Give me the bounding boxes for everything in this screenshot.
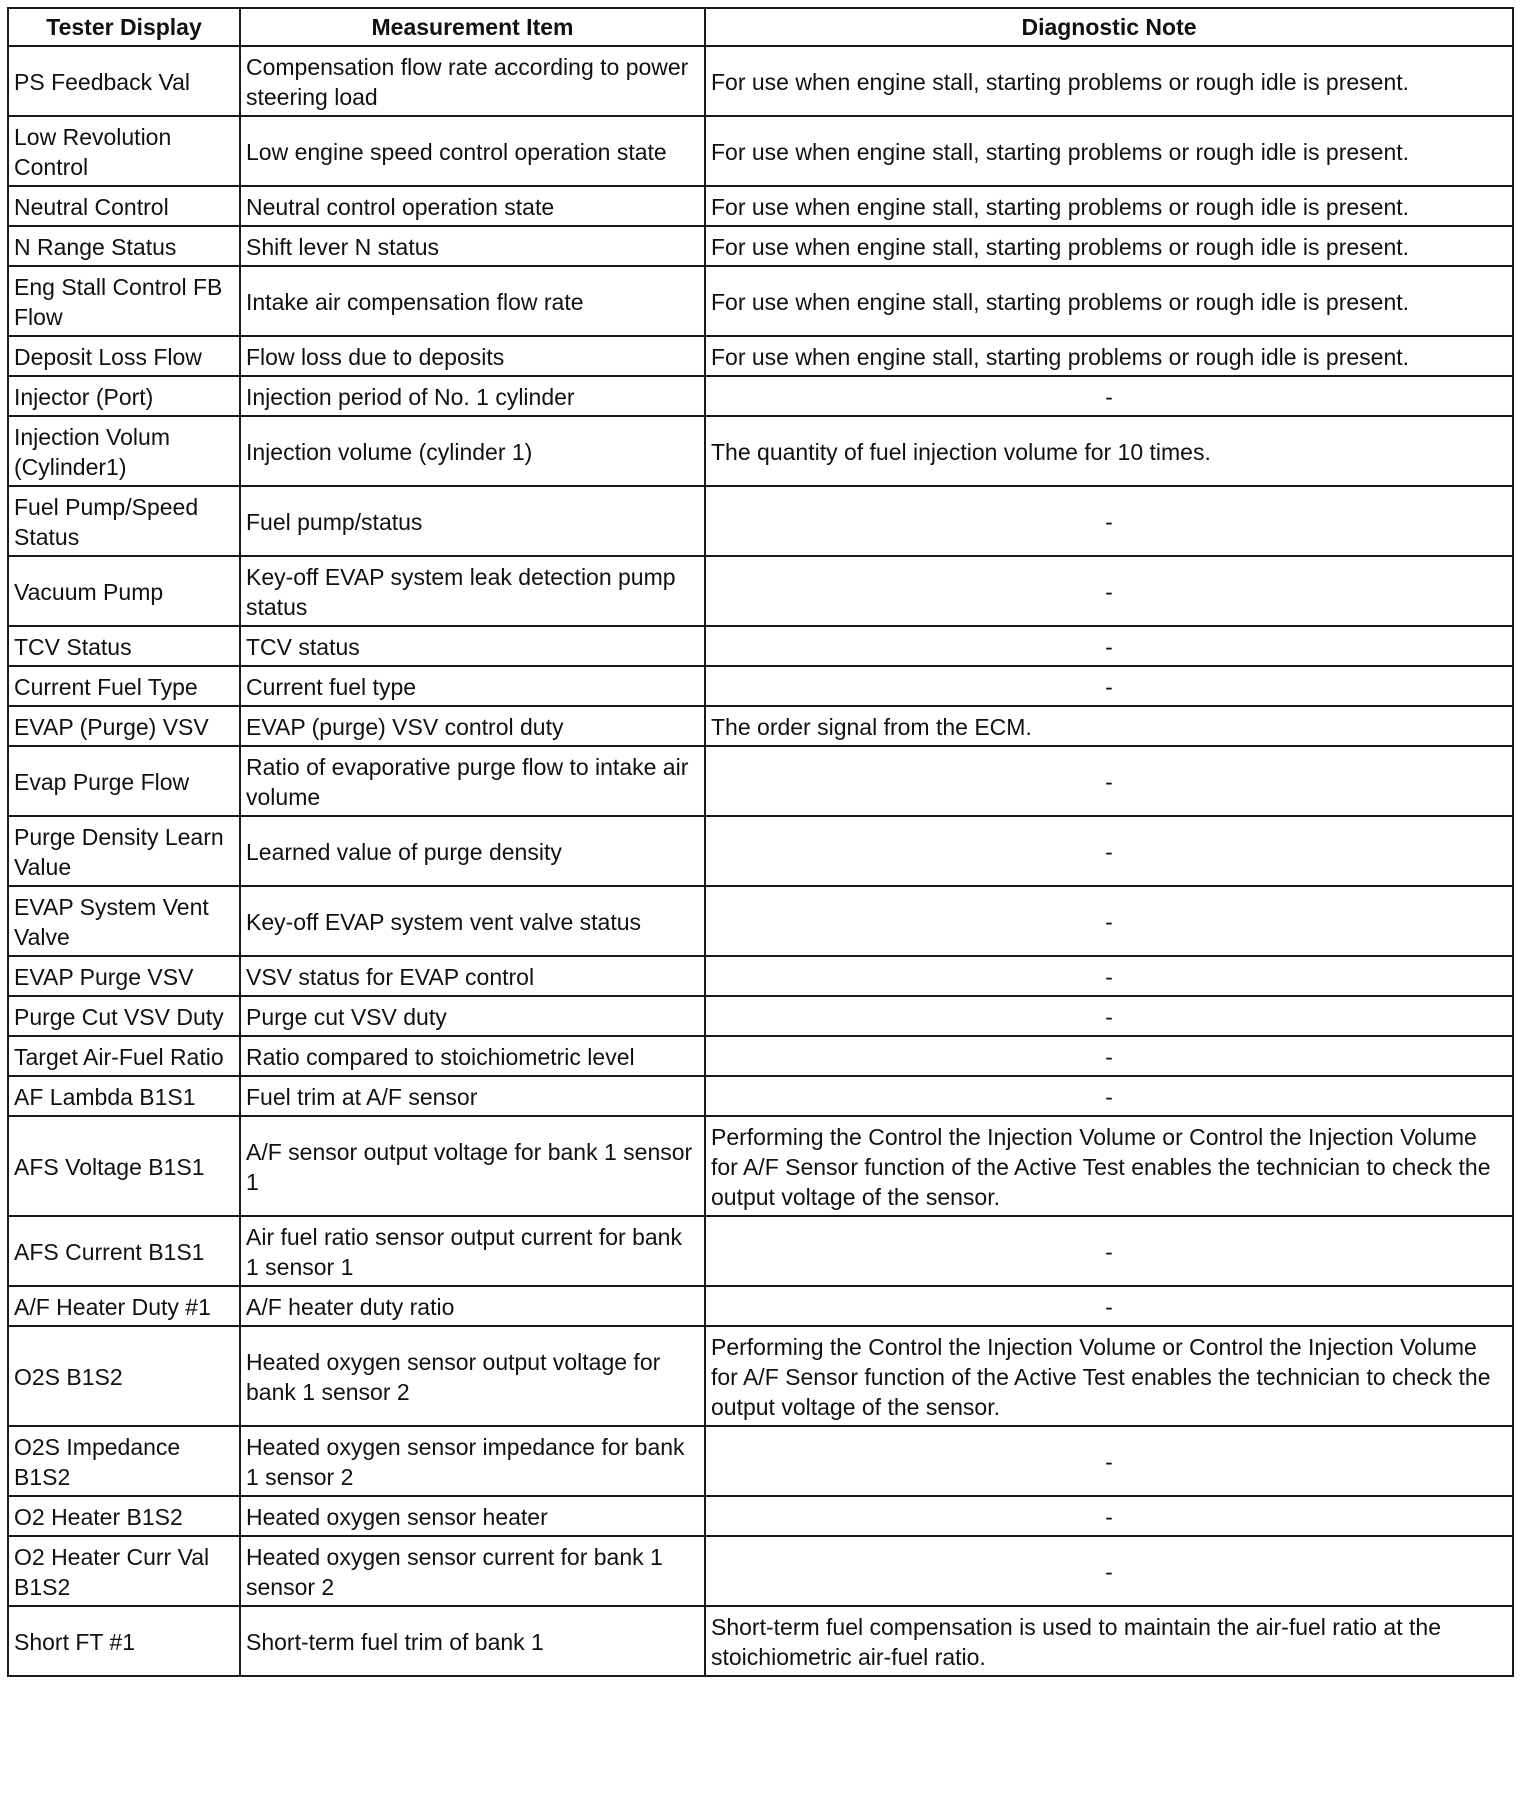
tester-display-cell: AFS Voltage B1S1 [8,1116,240,1216]
header-row [8,8,1513,46]
diagnostic-note-cell: For use when engine stall, starting problems or rough idle is present. [705,46,1513,116]
table-row [8,666,1513,706]
measurement-item-cell: Shift lever N status [240,226,705,266]
diagnostic-note-cell: - [705,956,1513,996]
diagnostic-note-cell: - [705,626,1513,666]
diagnostic-note-cell: - [705,816,1513,886]
diagnostic-note-cell: The quantity of fuel injection volume for 10 times. [705,416,1513,486]
measurement-item-cell: Compensation flow rate according to power steering load [240,46,705,116]
table-row [8,556,1513,626]
diagnostic-note-cell: - [705,746,1513,816]
tester-display-cell: Injection Volum (Cylinder1) [8,416,240,486]
table-row [8,1606,1513,1676]
table-row [8,376,1513,416]
table-row [8,416,1513,486]
table-row [8,886,1513,956]
measurement-item-cell: Learned value of purge density [240,816,705,886]
diagnostic-note-cell: Short-term fuel compensation is used to maintain the air-fuel ratio at the stoichiometric air-fuel ratio. [705,1606,1513,1676]
tester-display-cell: A/F Heater Duty #1 [8,1286,240,1326]
measurement-item-cell: Low engine speed control operation state [240,116,705,186]
tester-display-cell: TCV Status [8,626,240,666]
diagnostic-note-cell: Performing the Control the Injection Volume or Control the Injection Volume for A/F Sensor function of the Active Test enables the technician to check the output voltage of the sensor. [705,1116,1513,1216]
table-row [8,1216,1513,1286]
tester-display-cell: Low Revolution Control [8,116,240,186]
tester-display-cell: Fuel Pump/Speed Status [8,486,240,556]
diagnostic-note-cell: For use when engine stall, starting problems or rough idle is present. [705,116,1513,186]
table-row [8,1326,1513,1426]
diagnostic-note-cell: - [705,1286,1513,1326]
tester-display-cell: N Range Status [8,226,240,266]
table-row [8,1036,1513,1076]
diagnostic-note-cell: - [705,1036,1513,1076]
tester-display-cell: O2S B1S2 [8,1326,240,1426]
measurement-item-cell: Neutral control operation state [240,186,705,226]
document-page [7,7,1512,1677]
tester-display-cell: Current Fuel Type [8,666,240,706]
table-header [8,8,1513,46]
diagnostic-note-cell: - [705,376,1513,416]
tester-display-cell: Purge Density Learn Value [8,816,240,886]
measurement-item-cell: Key-off EVAP system vent valve status [240,886,705,956]
table-row [8,996,1513,1036]
tester-display-cell: AF Lambda B1S1 [8,1076,240,1116]
diagnostic-note-cell: - [705,486,1513,556]
measurement-item-cell: A/F sensor output voltage for bank 1 sensor 1 [240,1116,705,1216]
diagnostic-note-cell: For use when engine stall, starting problems or rough idle is present. [705,266,1513,336]
table-row [8,1286,1513,1326]
measurement-item-cell: Heated oxygen sensor impedance for bank 1 sensor 2 [240,1426,705,1496]
measurement-item-cell: Air fuel ratio sensor output current for bank 1 sensor 1 [240,1216,705,1286]
measurement-item-cell: Fuel pump/status [240,486,705,556]
tester-display-cell: Evap Purge Flow [8,746,240,816]
measurement-item-cell: Purge cut VSV duty [240,996,705,1036]
header-tester-display: Tester Display [8,8,240,46]
measurement-item-cell: EVAP (purge) VSV control duty [240,706,705,746]
diagnostic-note-cell: The order signal from the ECM. [705,706,1513,746]
diagnostic-note-cell: - [705,666,1513,706]
table-row [8,226,1513,266]
table-row [8,46,1513,116]
measurement-item-cell: Injection volume (cylinder 1) [240,416,705,486]
table-row [8,116,1513,186]
measurement-item-cell: TCV status [240,626,705,666]
diagnostic-note-cell: - [705,886,1513,956]
header-diagnostic-note: Diagnostic Note [705,8,1513,46]
diagnostic-note-cell: - [705,1426,1513,1496]
table-row [8,486,1513,556]
table-row [8,1496,1513,1536]
tester-display-cell: Deposit Loss Flow [8,336,240,376]
table-row [8,746,1513,816]
tester-display-cell: Neutral Control [8,186,240,226]
data-list-table [7,7,1514,1677]
tester-display-cell: EVAP System Vent Valve [8,886,240,956]
table-row [8,626,1513,666]
measurement-item-cell: Ratio of evaporative purge flow to intake air volume [240,746,705,816]
table-row [8,1536,1513,1606]
table-row [8,186,1513,226]
measurement-item-cell: Flow loss due to deposits [240,336,705,376]
tester-display-cell: O2 Heater B1S2 [8,1496,240,1536]
measurement-item-cell: VSV status for EVAP control [240,956,705,996]
tester-display-cell: O2S Impedance B1S2 [8,1426,240,1496]
table-row [8,1116,1513,1216]
tester-display-cell: PS Feedback Val [8,46,240,116]
table-row [8,956,1513,996]
measurement-item-cell: A/F heater duty ratio [240,1286,705,1326]
measurement-item-cell: Heated oxygen sensor heater [240,1496,705,1536]
diagnostic-note-cell: - [705,1076,1513,1116]
measurement-item-cell: Key-off EVAP system leak detection pump status [240,556,705,626]
measurement-item-cell: Current fuel type [240,666,705,706]
header-measurement-item: Measurement Item [240,8,705,46]
tester-display-cell: Target Air-Fuel Ratio [8,1036,240,1076]
table-row [8,706,1513,746]
tester-display-cell: AFS Current B1S1 [8,1216,240,1286]
tester-display-cell: EVAP Purge VSV [8,956,240,996]
diagnostic-note-cell: For use when engine stall, starting problems or rough idle is present. [705,186,1513,226]
tester-display-cell: Eng Stall Control FB Flow [8,266,240,336]
tester-display-cell: O2 Heater Curr Val B1S2 [8,1536,240,1606]
table-body [8,46,1513,1676]
diagnostic-note-cell: - [705,1536,1513,1606]
diagnostic-note-cell: - [705,1216,1513,1286]
measurement-item-cell: Heated oxygen sensor current for bank 1 sensor 2 [240,1536,705,1606]
tester-display-cell: Purge Cut VSV Duty [8,996,240,1036]
diagnostic-note-cell: For use when engine stall, starting problems or rough idle is present. [705,226,1513,266]
tester-display-cell: EVAP (Purge) VSV [8,706,240,746]
diagnostic-note-cell: - [705,556,1513,626]
tester-display-cell: Short FT #1 [8,1606,240,1676]
measurement-item-cell: Short-term fuel trim of bank 1 [240,1606,705,1676]
diagnostic-note-cell: - [705,1496,1513,1536]
measurement-item-cell: Fuel trim at A/F sensor [240,1076,705,1116]
measurement-item-cell: Ratio compared to stoichiometric level [240,1036,705,1076]
table-row [8,266,1513,336]
diagnostic-note-cell: - [705,996,1513,1036]
measurement-item-cell: Injection period of No. 1 cylinder [240,376,705,416]
tester-display-cell: Injector (Port) [8,376,240,416]
table-row [8,1076,1513,1116]
diagnostic-note-cell: For use when engine stall, starting problems or rough idle is present. [705,336,1513,376]
diagnostic-note-cell: Performing the Control the Injection Volume or Control the Injection Volume for A/F Sensor function of the Active Test enables the technician to check the output voltage of the sensor. [705,1326,1513,1426]
table-row [8,1426,1513,1496]
table-row [8,816,1513,886]
measurement-item-cell: Heated oxygen sensor output voltage for bank 1 sensor 2 [240,1326,705,1426]
table-row [8,336,1513,376]
tester-display-cell: Vacuum Pump [8,556,240,626]
measurement-item-cell: Intake air compensation flow rate [240,266,705,336]
